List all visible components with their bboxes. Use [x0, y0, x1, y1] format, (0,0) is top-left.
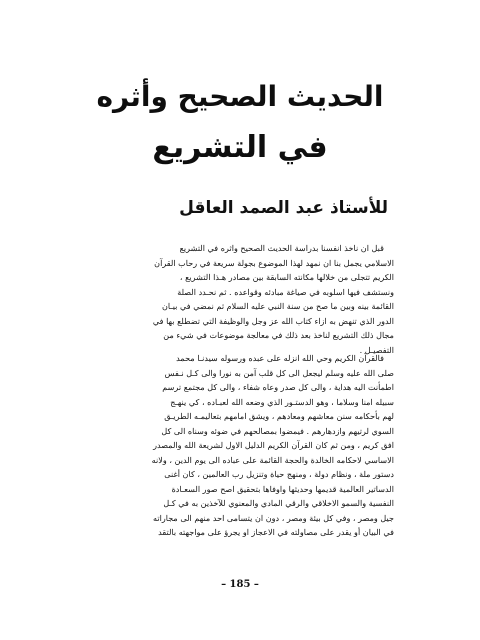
- text-line: مجال ذلك التشريع لناخذ بعد ذلك في معالجة موضوعات في شيء من: [163, 330, 394, 340]
- text-line: الاساسي لاحكامه الخالدة والحجة القائمة على عباده الى يوم الدين ، ولانه: [151, 454, 394, 465]
- text-line: دستور ملة ، ونظام دولة ، ومنهج حياة وتنزيل رب العالمين ، كان أغنى: [164, 469, 394, 479]
- text-line: القائمة بينه وبين ما صح من سنة النبي عليه السلام ثم نمضي في بيـان: [161, 301, 394, 311]
- text-line: قبل ان ناخذ انفسنا بدراسة الحديث الصحيح واثره في التشريع: [179, 243, 384, 253]
- text-line: صلى الله عليه وسلم ليجعل الى كل قلب آمن به نورا والى كـل نـفس: [164, 367, 394, 378]
- text-line: السوي لرتيهم وازدهارهم . فيمضوا بمصالحهم في ضوئه وسناه الى كل: [161, 425, 394, 436]
- author-byline: للأستاذ عبد الصمد العاقل: [179, 198, 388, 218]
- text-line: فالقرآن الكريم وحي الله انزله على عبده ورسوله سيدنـا محمد: [176, 353, 384, 363]
- text-line: الدور الذي تنهض به ازاء كتاب الله عز وجل والوظيفة التي تضطلع بها في: [152, 315, 394, 326]
- text-line: جيل ومصر ، وفي كل بيئة ومصر ، دون ان يتسامى احد منهم الى مجاراته: [152, 512, 394, 523]
- text-line: النفسية والسمو الاخلاقي والرقي المادي والمعنوي للآخذين به في كـل: [163, 498, 394, 508]
- text-line: في البيان أو يقدر على مصاولته في الاعجاز او يجرؤ على مواجهته بالتقد: [158, 527, 394, 537]
- text-line: ونستشف فيها اسلوبه في صياغة مبادئه وقواعده . ثم نحـدد الصلة: [177, 286, 394, 297]
- page-number: – 185 –: [221, 579, 259, 590]
- text-line: الدساتير العالمية قديمها وحديثها واوفاها بتحقيق اصح صور السعـادة: [171, 483, 394, 494]
- text-line: لهم بأحكامه سنن معاشهم ومعادهم ، ويشق امامهم بتعاليمـه الطريـق: [164, 411, 394, 421]
- text-line: سبيله امنا وسلاما ، وهو الدستـور الذي وضعه الله لعبـاده ، كي ينهـج: [170, 396, 394, 407]
- text-line: افق كريم ، ومن ثم كان القرآن الكريم الدليل الاول لشريعة الله والمصدر: [153, 440, 394, 450]
- text-line: الاسلامي يجمل بنا ان نمهد لهذا الموضوع بجولة سريعة في رحاب القرآن: [154, 257, 394, 268]
- text-line: اطمأنت اليه هداية ، والى كل صدر وعاه شفاء ، والى كل مجتمع ترسم: [162, 382, 394, 392]
- article-title: الحديث الصحيح وأثره: [96, 80, 384, 113]
- text-line: التفصيـل .: [359, 344, 394, 355]
- article-title-line2: في التشريع: [152, 130, 328, 165]
- text-line: الكريم تتجلى من خلالها مكانته السابقة بين مصادر هـذا التشريع ،: [179, 272, 394, 282]
